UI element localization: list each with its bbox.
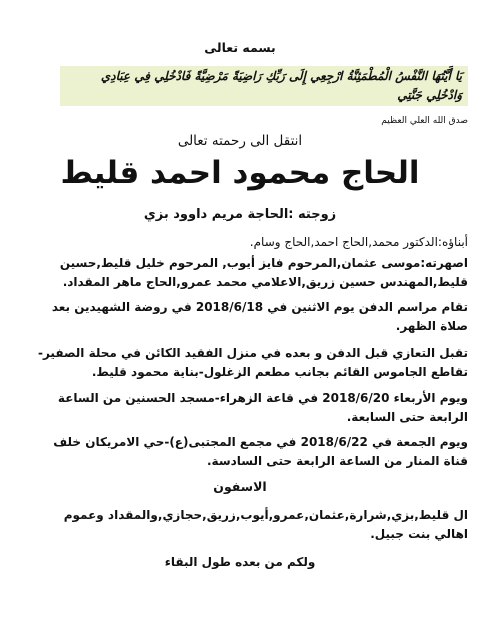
wife-line: زوجته :الحاجة مريم داوود بزي xyxy=(143,207,337,222)
deceased-name: الحاج محمود احمد قليط xyxy=(60,155,420,191)
verse-ending: صدق الله العلي العظيم xyxy=(381,116,468,126)
closing-line: ولكم من بعده طول البقاء xyxy=(164,555,316,569)
sons-line: أبناؤه:الدكتور محمد,الحاج احمد,الحاج وسام. xyxy=(249,235,468,249)
in-laws-paragraph: اصهرته:موسى عثمان,المرحوم فايز أيوب, المرحوم خليل قليط,حسين قليط,المهندس حسين زريق,الاعلامي محمد عمرو,الحاج ماهر المقداد. xyxy=(59,256,468,289)
burial-paragraph: تقام مراسم الدفن يوم الاثنين في 2018/6/18 في روضة الشهيدين بعد صلاة الظهر. xyxy=(51,300,468,333)
families-paragraph: ال قليط,بزي,شرارة,عثمان,عمرو,أيوب,زريق,حجازي,والمقداد وعموم اهالي بنت جبيل. xyxy=(63,508,468,541)
condolence-paragraph-home: تقبل التعازي قبل الدفن و بعده في منزل الفقيد الكائن في محلة الصفير-تقاطع الجاموس القائم بجانب مطعم الزغلول-بناية محمود قليط. xyxy=(37,346,468,379)
invocation: بسمه تعالى xyxy=(204,40,276,55)
quran-verse: يَا أَيَّتُهَا النَّفْسُ الْمُطْمَئِنَّةُ ارْجِعِي إِلَى رَبِّكِ رَاضِيَةً مَرْضِيَّةً فَادْخُلِي فِي عِبَادِي وَادْخُلِي جَنَّتِي xyxy=(60,66,468,106)
condolence-paragraph-wednesday: ويوم الأربعاء 2018/6/20 في قاعة الزهراء-مسجد الحسنين من الساعة الرابعة حتى السابعة. xyxy=(57,391,468,424)
moved-to-mercy: انتقل الى رحمته تعالى xyxy=(177,133,303,149)
grieving-label: الاسفون xyxy=(213,479,267,494)
condolence-paragraph-friday: ويوم الجمعة في 2018/6/22 في مجمع المجتبى(ع)-حي الامريكان خلف قناة المنار من الساعة الرابعة حتى السادسة. xyxy=(53,435,468,468)
